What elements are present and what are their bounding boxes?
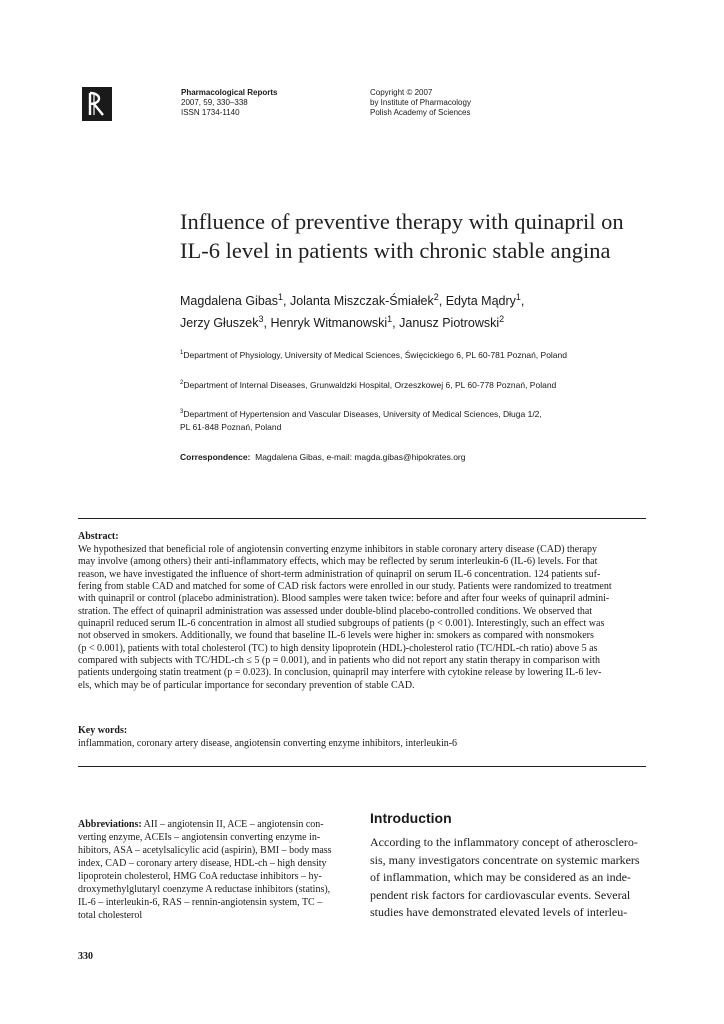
abstract-line: We hypothesized that beneficial role of angiotensin converting enzyme inhibitors in stable coronary artery disease (CAD) therapy: [78, 544, 598, 555]
affiliation-number: 2: [180, 380, 184, 386]
author-list: [180, 288, 700, 332]
journal-issue: 2007, 59, 330–338: [181, 98, 248, 107]
affiliation-text: Department of Hypertension and Vascular Diseases, University of Medical Sciences, Długa 1/2,: [183, 408, 542, 419]
author-affiliation-ref: 2: [433, 292, 439, 302]
author-separator: ,: [520, 294, 525, 309]
abstract-line: stration. The effect of quinapril administration was assessed under double-blind placebo-controlled conditions. We observed that: [78, 605, 593, 617]
abstract-line: (p < 0.001), patients with total cholesterol (TC) to high density lipoprotein (HDL)-cholesterol ratio (TC/HDL-ch ratio) above 5 as: [78, 642, 598, 654]
abstract-line: reason, we have investigated the influence of short-term administration of quinapril on serum IL-6 concentration. 124 patients suf-: [78, 568, 601, 580]
author-line: [180, 310, 700, 332]
section-divider: [78, 766, 646, 767]
author-line: [180, 288, 700, 310]
affiliation-text: Department of Physiology, University of Medical Sciences, Święcickiego 6, PL 60-781 Poznań, Poland: [183, 349, 567, 360]
copyright-line: Polish Academy of Sciences: [370, 108, 471, 117]
author-name: Jolanta Miszczak-Śmiałek: [289, 294, 434, 309]
abstract-line: compared with subjects with TC/HDL-ch ≤ 5 (p = 0.001), and in patients who did not report any statin therapy in comparison with: [78, 655, 600, 667]
affiliation: [180, 347, 650, 362]
author-affiliation-ref: 1: [277, 292, 283, 302]
introduction-line: pendent risk factors for cardiovascular events. Several: [370, 887, 631, 902]
article-title: [180, 207, 680, 265]
affiliation: [180, 406, 650, 434]
author-affiliation-ref: 1: [387, 314, 393, 325]
abstract-line: may involve (among others) their anti-inflammatory effects, which may be reflected by serum interleukin-6 (IL-6) levels. For that: [78, 556, 598, 568]
author-affiliation-ref: 1: [515, 292, 521, 302]
author-name: Magdalena Gibas: [180, 294, 278, 309]
author-separator: ,: [392, 316, 400, 331]
section-divider: [78, 518, 646, 519]
page-number: 330: [78, 951, 93, 962]
abbreviations-line: total cholesterol: [78, 910, 143, 921]
author-separator: ,: [263, 316, 271, 331]
affiliation-text: Department of Internal Diseases, Grunwaldzki Hospital, Orzeszkowej 6, PL 60-778 Poznań, Poland: [183, 379, 557, 390]
abbreviations-block: [78, 818, 354, 922]
journal-issn: ISSN 1734-1140: [181, 108, 240, 117]
abstract-body: [78, 544, 646, 692]
affiliation-text: PL 61-848 Poznań, Poland: [180, 421, 282, 432]
abbreviations-label: Abbreviations:: [78, 819, 142, 830]
abstract-line: not observed in smokers. Additionally, we found that baseline IL-6 levels were higher in: smokers as compared with nonsmokers: [78, 630, 594, 642]
author-name: Henryk Witmanowski: [270, 316, 388, 331]
abbreviations-line: droxymethylglutaryl coenzyme A reductase inhibitors (statins),: [78, 884, 331, 895]
abstract-line: fering from stable CAD and matched for some of CAD risk factors were enrolled in our study. Patients were randomized to treatment: [78, 581, 612, 593]
abbreviations-line: AII – angiotensin II, ACE – angiotensin con-: [141, 819, 324, 830]
author-separator: ,: [283, 294, 290, 309]
copyright-info: [370, 88, 471, 118]
author-name: Edyta Mądry: [445, 294, 516, 309]
affiliation-number: 1: [180, 350, 184, 356]
abstract-line: quinapril reduced serum IL-6 concentration in almost all studied subgroups of patients (p < 0.001). Interestingly, such an effect was: [78, 618, 605, 630]
introduction-line: studies have demonstrated elevated levels of interleu-: [370, 905, 628, 919]
copyright-line: Copyright © 2007: [370, 88, 433, 97]
keywords-text: inflammation, coronary artery disease, angiotensin converting enzyme inhibitors, interleukin-6: [78, 738, 458, 749]
affiliation: [180, 377, 650, 392]
keywords-heading: Key words:: [78, 725, 128, 736]
author-separator: ,: [438, 294, 446, 309]
introduction-heading: Introduction: [370, 810, 452, 826]
copyright-line: by Institute of Pharmacology: [370, 98, 471, 107]
author-affiliation-ref: 3: [258, 314, 264, 325]
correspondence-email[interactable]: Magdalena Gibas, e-mail: magda.gibas@hipokrates.org: [255, 452, 466, 462]
abstract-line: with quinapril or control (placebo administration). Blood samples were taken twice: before and after four weeks of quinapril admini-: [78, 593, 610, 605]
correspondence: [180, 451, 466, 464]
journal-logo-icon: [82, 87, 112, 121]
abstract-heading: Abstract:: [78, 531, 119, 542]
title-line: Influence of preventive therapy with quinapril on: [180, 209, 624, 234]
journal-name: Pharmacological Reports: [181, 88, 278, 97]
abbreviations-line: lipoprotein cholesterol, HMG CoA reductase inhibitors – hy-: [78, 871, 322, 882]
abbreviations-line: verting enzyme, ACEIs – angiotensin converting enzyme in-: [78, 832, 321, 843]
journal-info: [181, 88, 277, 118]
title-line: IL-6 level in patients with chronic stable angina: [180, 238, 611, 263]
introduction-line: of inflammation, which may be considered as an inde-: [370, 870, 631, 884]
introduction-body: [370, 834, 647, 922]
abstract-line: els, which may be of particular importance for secondary prevention of stable CAD.: [78, 679, 415, 691]
introduction-line: sis, many investigators concentrate on systemic markers: [370, 852, 640, 867]
author-name: Jerzy Głuszek: [180, 316, 259, 331]
correspondence-label: Correspondence:: [180, 452, 251, 462]
author-affiliation-ref: 2: [499, 314, 505, 325]
affiliation-number: 3: [180, 409, 184, 415]
abstract-line: patients undergoing statin treatment (p = 0.023). In conclusion, quinapril may interfere with cytokine release by lowering IL-6 lev-: [78, 667, 602, 679]
author-name: Janusz Piotrowski: [399, 316, 500, 331]
abbreviations-line: index, CAD – coronary artery disease, HDL-ch – high density: [78, 858, 327, 869]
abbreviations-line: IL-6 – interleukin-6, RAS – rennin-angiotensin system, TC –: [78, 897, 323, 908]
introduction-line: According to the inflammatory concept of atherosclero-: [370, 835, 638, 849]
abbreviations-line: hibitors, ASA – acetylsalicylic acid (aspirin), BMI – body mass: [78, 845, 332, 856]
